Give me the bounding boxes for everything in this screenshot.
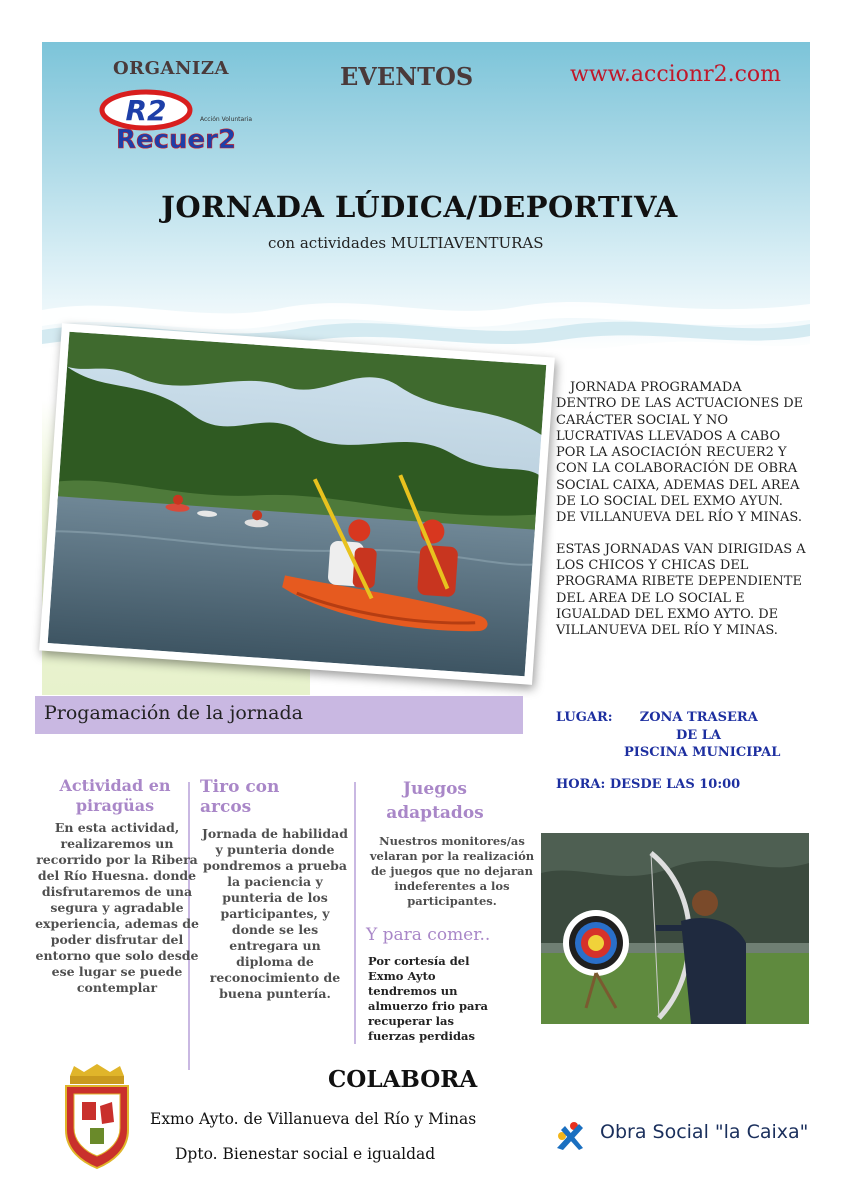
- organiza-label: ORGANIZA: [113, 58, 229, 79]
- page-title-text: JORNADA LÚDICA/DEPORTIVA: [161, 190, 678, 224]
- column-divider-2: [354, 782, 356, 1044]
- colabora-heading: COLABORA: [328, 1066, 478, 1093]
- activity-heading-archery: Tiro con arcos: [200, 777, 280, 817]
- comer-heading: Y para comer..: [366, 925, 491, 945]
- activity-text-games: Nuestros monitores/as velaran por la realización de juegos que no dejaran indeferentes a los participantes.: [369, 834, 535, 908]
- kayak-photo: [39, 323, 555, 685]
- villanueva-crest: [60, 1062, 134, 1170]
- lugar-line-3: PISCINA MUNICIPAL: [624, 745, 781, 760]
- website-link[interactable]: www.accionr2.com: [570, 62, 782, 87]
- eventos-label: EVENTOS: [340, 62, 474, 91]
- departamento-name: Dpto. Bienestar social e igualdad: [175, 1145, 436, 1163]
- activity-heading-kayak: Actividad en piragüas: [59, 776, 171, 815]
- recuer2-logo: [86, 88, 266, 154]
- page-subtitle: con actividades MULTIAVENTURAS: [268, 234, 544, 252]
- activity-text-kayak: En esta actividad, realizaremos un recorrido por la Ribera del Río Huesna. donde disfrutaremos de una segura y agradable experiencia, ademas de poder disfrutar del entorno que solo desde ese lugar se puede contemplar: [35, 820, 199, 995]
- lugar-label: LUGAR:: [556, 710, 613, 725]
- page-title: [0, 190, 849, 224]
- la-caixa-text: Obra Social "la Caixa": [600, 1121, 809, 1143]
- hora-info: HORA: DESDE LAS 10:00: [556, 777, 741, 792]
- programacion-heading: Progamación de la jornada: [44, 702, 303, 724]
- logo-badge-text: R2: [125, 94, 167, 127]
- intro-paragraph-2: ESTAS JORNADAS VAN DIRIGIDAS A LOS CHICOS Y CHICAS DEL PROGRAMA RIBETE DEPENDIENTE DEL AREA DE LO SOCIAL E IGUALDAD DEL EXMO AYTO. DE VILLANUEVA DEL RÍO Y MINAS.: [556, 541, 806, 639]
- intro-paragraph-1: JORNADA PROGRAMADA DENTRO DE LAS ACTUACIONES DE CARÁCTER SOCIAL Y NO LUCRATIVAS LLEVADOS A CABO POR LA ASOCIACIÓN RECUER2 Y CON LA COLABORACIÓN DE OBRA SOCIAL CAIXA, ADEMAS DEL AREA DE LO SOCIAL DEL EXMO AYUN. DE VILLANUEVA DEL RÍO Y MINAS.: [556, 380, 804, 526]
- logo-tagline: Acción Voluntaria: [199, 116, 253, 123]
- logo-wordmark: Recuer2: [115, 125, 237, 154]
- comer-text: Por cortesía del Exmo Ayto tendremos un almuerzo frio para recuperar las fuerzas perdidas: [368, 954, 488, 1043]
- ayuntamiento-name: Exmo Ayto. de Villanueva del Río y Minas: [150, 1110, 477, 1128]
- kayak-illustration: [48, 332, 547, 677]
- intro-text: [556, 380, 806, 654]
- lugar-info: [556, 709, 780, 762]
- lugar-line-2: DE LA: [676, 727, 721, 743]
- lugar-line-1: ZONA TRASERA: [639, 710, 758, 725]
- activity-heading-games: Juegos adaptados: [386, 779, 484, 823]
- activity-text-archery: Jornada de habilidad y punteria donde pondremos a prueba la paciencia y punteria de los participantes, y donde se les entregara un diploma de reconocimiento de buena puntería.: [201, 826, 348, 1001]
- archery-photo: [541, 833, 809, 1024]
